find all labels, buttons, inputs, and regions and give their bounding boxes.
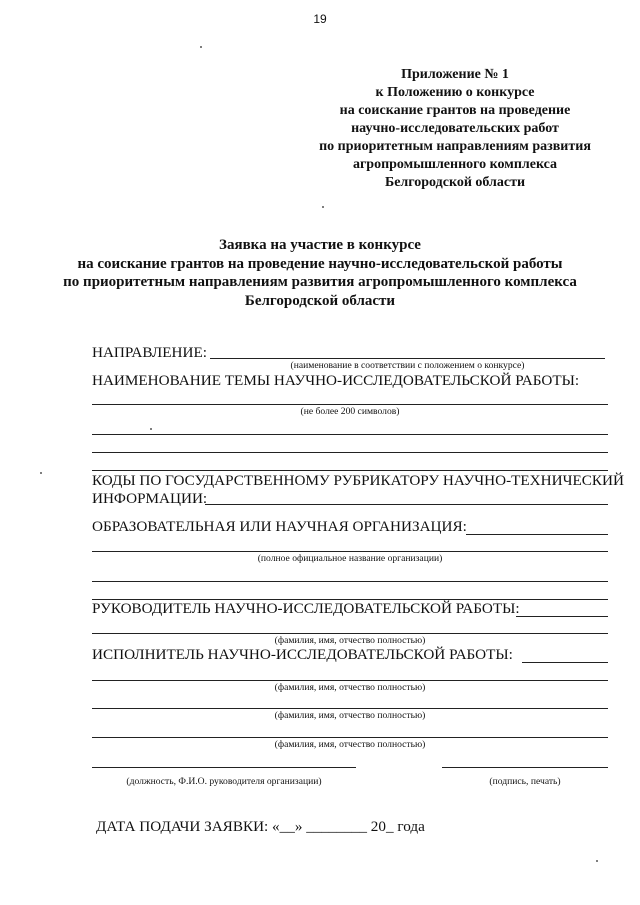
- appendix-line: агропромышленного комплекса: [352, 157, 558, 172]
- appendix-line: по приоритетным направлениям развития: [319, 139, 591, 154]
- executor-field-line-3[interactable]: [92, 708, 608, 709]
- direction-field[interactable]: [210, 358, 605, 359]
- codes-field[interactable]: [205, 504, 608, 505]
- direction-label: НАПРАВЛЕНИЕ:: [92, 344, 207, 361]
- organization-label: ОБРАЗОВАТЕЛЬНАЯ ИЛИ НАУЧНАЯ ОРГАНИЗАЦИЯ:: [92, 518, 467, 535]
- organization-hint: (полное официальное название организации): [257, 553, 443, 564]
- appendix-header: [285, 66, 625, 192]
- document-title: [60, 236, 580, 310]
- topic-hint: (не более 200 символов): [300, 406, 400, 417]
- appendix-line: Белгородской области: [384, 175, 526, 190]
- scan-speck: [150, 428, 152, 430]
- topic-field-line-4[interactable]: [92, 470, 608, 471]
- scan-speck: [40, 472, 42, 474]
- appendix-line: к Положению о конкурсе: [375, 85, 535, 100]
- appendix-line: научно-исследовательских работ: [351, 121, 559, 136]
- head-field-line-2[interactable]: [92, 633, 608, 634]
- codes-label-line-1: КОДЫ ПО ГОСУДАРСТВЕННОМУ РУБРИКАТОРУ НАУЧНО-ТЕХНИЧЕСКИЙ: [92, 472, 624, 489]
- title-line: Заявка на участие в конкурсе: [219, 237, 421, 253]
- head-hint: (фамилия, имя, отчество полностью): [274, 635, 426, 646]
- topic-field-line-1[interactable]: [92, 404, 608, 405]
- signatory-field[interactable]: [92, 767, 356, 768]
- appendix-line: на соискание грантов на проведение: [339, 103, 571, 118]
- executor-label: ИСПОЛНИТЕЛЬ НАУЧНО-ИССЛЕДОВАТЕЛЬСКОЙ РАБОТЫ:: [92, 646, 513, 663]
- topic-field-line-3[interactable]: [92, 452, 608, 453]
- direction-hint: (наименование в соответствии с положением о конкурсе): [290, 360, 525, 371]
- scan-speck: [596, 860, 598, 862]
- executor-hint-3: (фамилия, имя, отчество полностью): [274, 739, 426, 750]
- head-field-line-1[interactable]: [516, 616, 608, 617]
- appendix-line: Приложение № 1: [401, 67, 509, 82]
- organization-field-line-2[interactable]: [92, 551, 608, 552]
- topic-field-line-2[interactable]: [92, 434, 608, 435]
- scan-speck: [200, 46, 202, 48]
- organization-field-line-1[interactable]: [466, 534, 608, 535]
- executor-field-line-1[interactable]: [522, 662, 608, 663]
- executor-field-line-2[interactable]: [92, 680, 608, 681]
- topic-label: НАИМЕНОВАНИЕ ТЕМЫ НАУЧНО-ИССЛЕДОВАТЕЛЬСКОЙ РАБОТЫ:: [92, 372, 580, 389]
- organization-field-line-3[interactable]: [92, 581, 608, 582]
- page-number: 19: [313, 12, 327, 26]
- title-line: Белгородской области: [244, 292, 396, 309]
- title-line: на соискание грантов на проведение научно-исследовательской работы: [77, 255, 563, 272]
- signature-hint: (подпись, печать): [489, 776, 561, 787]
- executor-field-line-4[interactable]: [92, 737, 608, 738]
- head-label: РУКОВОДИТЕЛЬ НАУЧНО-ИССЛЕДОВАТЕЛЬСКОЙ РАБОТЫ:: [92, 600, 520, 617]
- submission-date: ДАТА ПОДАЧИ ЗАЯВКИ: «__» ________ 20_ года: [96, 818, 425, 835]
- title-line: по приоритетным направлениям развития агропромышленного комплекса: [63, 274, 577, 290]
- signature-field[interactable]: [442, 767, 608, 768]
- codes-label-line-2: ИНФОРМАЦИИ:: [92, 490, 208, 507]
- executor-hint-2: (фамилия, имя, отчество полностью): [274, 710, 426, 721]
- signatory-hint: (должность, Ф.И.О. руководителя организации): [126, 776, 322, 787]
- scan-speck: [322, 206, 324, 208]
- executor-hint-1: (фамилия, имя, отчество полностью): [274, 682, 426, 693]
